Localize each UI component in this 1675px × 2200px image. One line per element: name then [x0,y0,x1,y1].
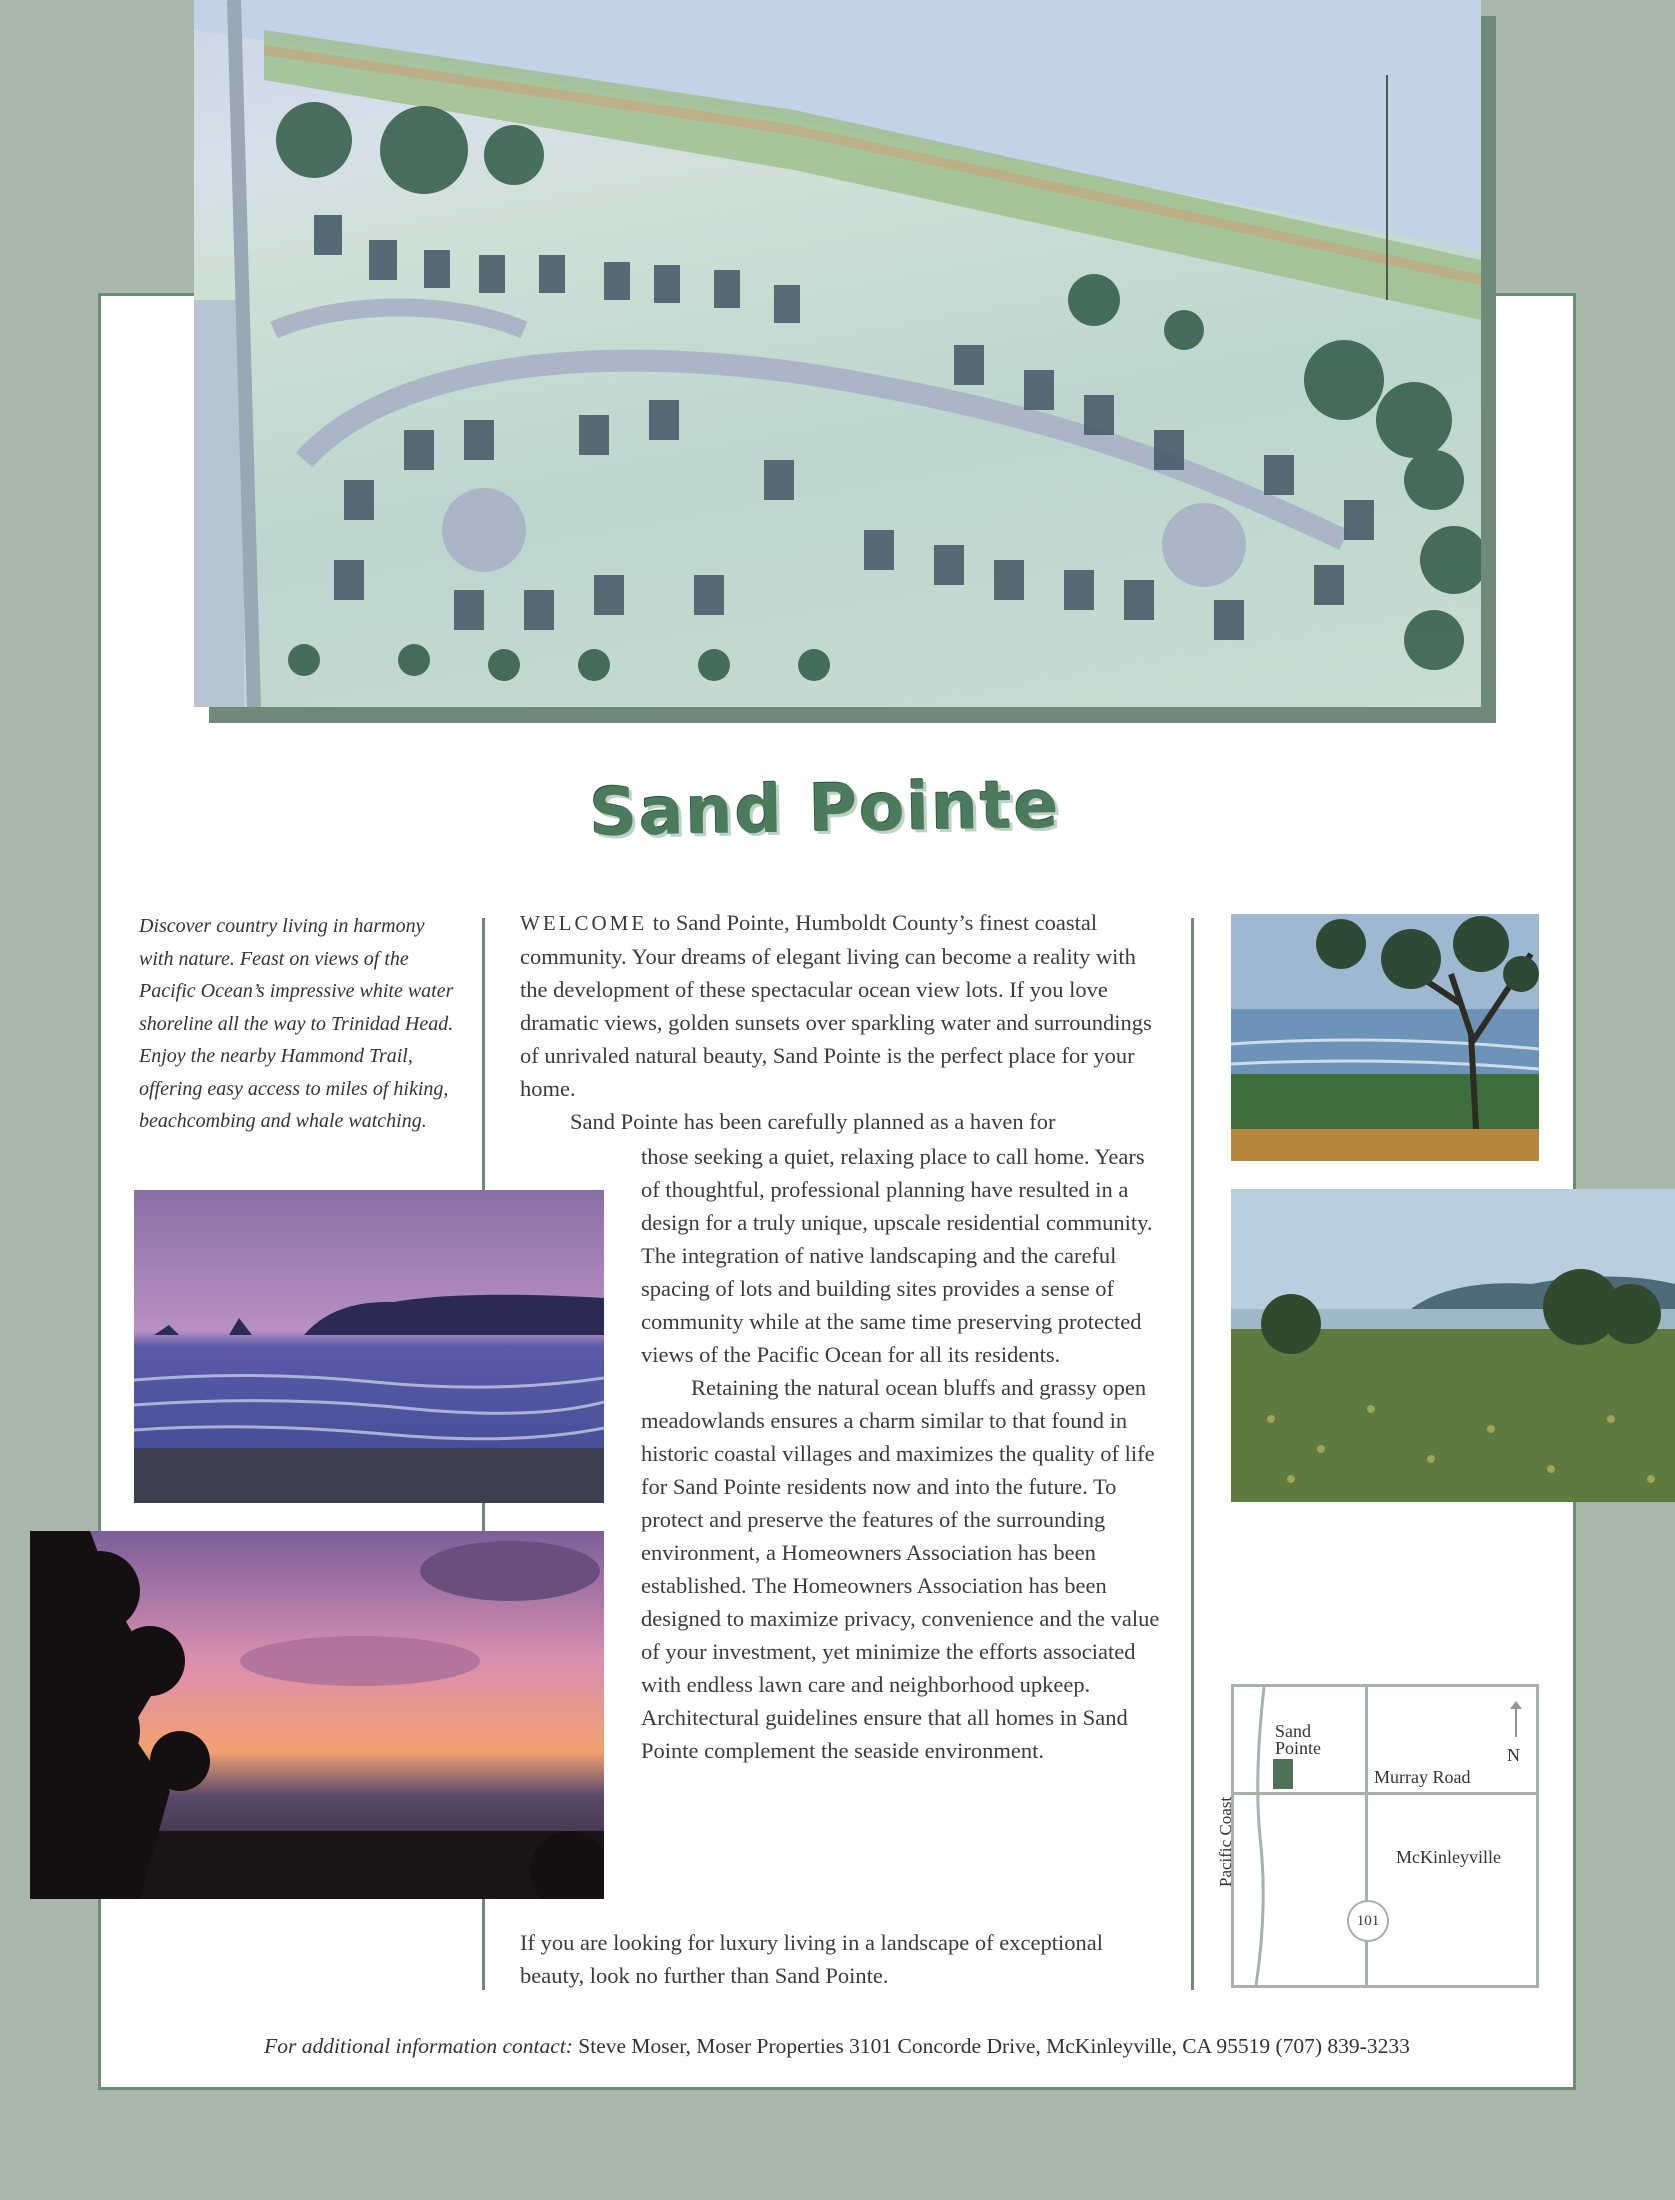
welcome-word: WELCOME [520,911,648,935]
north-arrow-head-icon [1510,1701,1522,1709]
north-arrow-icon [1515,1705,1517,1737]
right-column-rule [1191,918,1194,1990]
map-label-pointe: Pointe [1275,1738,1322,1758]
map-label-murray-road: Murray Road [1374,1767,1471,1787]
paragraph-1: to Sand Pointe, Humboldt County’s finest coastal community. Your dreams of elegant living can become a reality with the development of these spectacular ocean view lots. If you love dramatic views, golden sunsets over sparkling water and surroundings of unrivaled natural beauty, Sand Pointe is the perfect place for your home. [520,910,1152,1101]
map-label-pacific-coast: Pacific Coast [1216,1796,1235,1887]
photo-purple-coast [134,1190,604,1503]
photo-meadow-coast [1231,1189,1675,1502]
map-label-mckinleyville: McKinleyville [1396,1847,1501,1867]
location-map [1216,1684,1539,1988]
photo-cypress-tree [1231,914,1539,1161]
footer-lead: For additional information contact: [264,2034,573,2058]
map-north-label: N [1507,1745,1520,1765]
site-plan-drawing [194,0,1481,707]
map-site-marker [1273,1759,1293,1789]
highway-101-shield: 101 [1347,1900,1389,1942]
photo-sunset-tree [30,1531,604,1899]
footer-contact: Steve Moser, Moser Properties 3101 Concorde Drive, McKinleyville, CA 95519 (707) 839-3233 [578,2034,1410,2058]
map-label-sand-pointe [1275,1723,1321,1757]
intro-text: Discover country living in harmony with nature. Feast on views of the Pacific Ocean’s impressive white water shoreline all the way to Trinidad Head. Enjoy the nearby Hammond Trail, offering easy access to miles of hiking, beachcombing and whale watching. [139,915,454,1132]
welcome-paragraph [520,906,1160,1105]
paragraph-3: Retaining the natural ocean bluffs and grassy open meadowlands ensures a charm similar to that found in historic coastal villages and maximizes the quality of life for Sand Pointe residents now and into the future. To protect and preserve the features of the surrounding environment, a Homeowners Association has been established. The Homeowners Association has been designed to maximize privacy, convenience and the value of your investment, yet minimize the efforts associated with endless lawn care and neighborhood upkeep. Architectural guidelines ensure that all homes in Sand Pointe complement the seaside environment. [641,1375,1160,1763]
body-column-top [520,906,1160,1138]
paragraph-2-rest: those seeking a quiet, relaxing place to call home. Years of thoughtful, professional planning have resulted in a design for a truly unique, upscale residential community. The integration of native landscaping and the careful spacing of lots and building sites provides a sense of community while at the same time preserving protected views of the Pacific Ocean for all its residents. [641,1144,1153,1367]
body-column-narrow [641,1140,1161,1767]
contact-footer [98,2034,1576,2059]
page-title: Sand Pointe [588,765,1062,852]
closing-paragraph: If you are looking for luxury living in a landscape of exceptional beauty, look no further than Sand Pointe. [520,1930,1103,1988]
site-plan-illustration [194,0,1481,707]
body-column-bottom [520,1926,1160,1992]
paragraph-2-lead: Sand Pointe has been carefully planned as a haven for [570,1109,1056,1134]
map-label-sand: Sand [1275,1721,1311,1741]
